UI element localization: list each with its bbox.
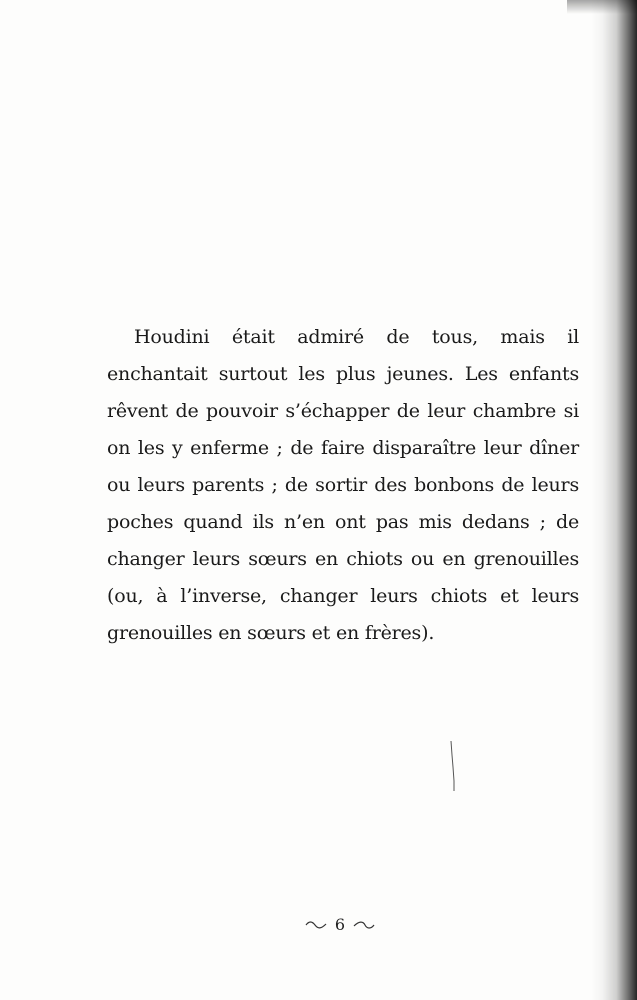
swash-ornament-icon [353, 920, 375, 930]
swash-ornament-icon [305, 920, 327, 930]
page-folio [0, 915, 637, 934]
page-number: 6 [334, 915, 346, 934]
body-paragraph: Houdini était admiré de tous, mais il enchantait surtout les plus jeunes. Les enfants rêvent de pouvoir s’échapper de leur chambre si on les y enferme ; de faire disparaître leur dîner ou leurs parents ; de sortir des bonbons de leurs poches quand ils n’en ont pas mis dedans ; de changer leurs sœurs en chiots ou en grenouilles (ou, à l’inverse, changer leurs chiots et leurs grenouilles en sœurs et en frères). [107, 326, 579, 644]
pencil-mark-icon [449, 741, 457, 791]
binding-gutter-shadow [591, 0, 637, 1000]
